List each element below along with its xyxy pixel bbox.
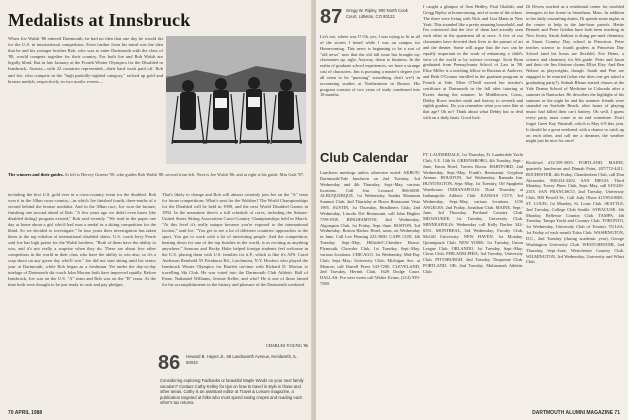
article-photo (166, 36, 306, 164)
club-calendar-heading: Club Calendar (320, 150, 409, 165)
class-notes-column-2: I caught a glimpse of Ann Hedley, Paul Gladish, and Gregg Ripley at homecoming, and of some of the others. The three were living with Nick and Lisa Mann in New York. This sounded like a pretty amazing household, and I'm convinced that the five of them had actually seen each other in the apartment all at once. A few of our classmates have devoted their lives to the pursuit of art and the theater. Some will argue that the two can be equally important in the work of enhancing a child's view of the world or by science coverage. Scott Ryan graduated from Pennsylvania School of Law in '88. Elise Miller is a teaching fellow in Russian at Andover, and Beth O'Connor enrolled in the graduate program in French at Yale. Ellen O'Neill moved her teacher's certificate at Dartmouth in the fall after tutoring at Exeter during the summer. In Middletown, Conn., Debby Rowe teaches math and history to seventh and eighth graders. Do you remember what you were like at that age? Oh no? Think about what Debby has to deal with on a daily basis. Good luck. (423, 4, 523, 121)
page-footer-left: 70 APRIL 1988 (8, 410, 43, 416)
club-calendar-column-1: Luncheon meetings unless otherwise noted: AKRON: Dartmouth/Yale luncheon on 2nd Tuesday, 3rd Wednesday and 4th Thursday, Sept.-May, various locations. Call Jim Leonard 866-6000. ALBUQUERQUE, 1st Wednesday, Sandia Mountain Summit Club; 2nd Thursday at Bravo Restaurant Vista 1995. AUSTIN, 1st Thursday, Headliners Club; 2nd Wednesday, Lincoln Del Restaurant, call John Hughes 7/99-3939. BINGHAMTON, 2nd Wednesday, Algonquin Club, 1st Friday, Sept.-June. BOSTON, 3rd Wednesday, Boston Harbor Hotel, noon, on Wednesday in June. Call Leo Fleming 223-3000. CAPE COD, 4th Tuesday, Sept.-May, Hillside/C.Cheshire House, Plymouth, Chowder Club, 1st Tuesday, Sept.-May, various locations. CHICAGO, 1st Wednesday, Mid-Day Club; Sept.-May; University Club; Michigan Ave. at Monroe; call Darrell Perez 543-7200. CLEVELAND, 2nd Tuesday, Hermit Club, 1629 Dodge Court. DALLAS: For next event call Walter Evans, (214) 939-7580. (320, 170, 420, 287)
article-lede: When Joe Walsh '86 entered Dartmouth, he had no idea that one day he would ski for the U.S. in international competition. Even further from his mind was the idea that he and his younger brother Rob, who was to enter Dartmouth with the class of '88, would compete together for their country. For both Joe and Rob Walsh are legally blind. But in late January at the Fourth Winter Olympics for the Disabled in Innsbruck, Austria—with 22 countries represented—their hard work paid off. Rob and Joe, who compete in the "high partially-sighted category," racked up gold and bronze medals, respectively, in two nordic events— (8, 36, 163, 84)
photo-caption (8, 172, 308, 178)
class-number-87: 87 (320, 6, 343, 28)
article-column-2 (162, 192, 308, 349)
caption-text: At left is Hervey Graeter '90, who guides Rob Walsh '88, second from left. Next is Joe Walsh '86, and at right is his guide, Mas Gale '87. (64, 172, 304, 177)
page-footer-right: DARTMOUTH ALUMNI MAGAZINE 71 (532, 410, 620, 416)
class-87-contact: Gregg W. Ripley, 900 North Cook Court, Littleton, CO 80122 (346, 8, 408, 19)
class-number-86: 86 (158, 352, 181, 374)
skiers-photo-image (166, 36, 306, 164)
article-byline: CHARLES YOUNG '86 (265, 343, 308, 348)
article-column-2-text: That's likely to change and Rob will almost certainly join Joe on the "A" team for future competitions. What's next for the Walshes? The World Championships for the Disabled will be held in 1990, and the next World Disabled Games in 1992. In the meantime there's a full schedule of races, including the Subaru-United States Skiing Association Cross-Country Championships held in March. "At this level it's really unique because you're exposed to the international faction," said Joe. "You get to see a lot of different countries' approaches to the sport. You get to work with a lot of interesting people. And the competition, beating down for one of the top finishes in the world, is as exciting as anything anywhere." Seasons and Becky Hoke helped foreign students feel welcome in the U.S. placing them with U.S. families for it.P., which is like it's AFS. Carol Anderson Reinhold 55 Fernhurst Rd., Larchmont, N.Y. Hoofers who played the Innsbruck Winter Olympics for Bartlett on-time with Richard D. Morton to travelling Ski Club. He was voted into the Dartmouth Club Athletic Hall of Fame. Nathaniel Williams, Jerome Keller, and who? He is one of those famed for his accomplishments in the history and pleasure of the Dartmouth weekend. (162, 192, 308, 287)
caption-bold: The winners and their guides. (8, 172, 64, 177)
left-page (0, 0, 312, 420)
right-page (316, 0, 628, 420)
class-notes-column-3: Di Dewes worked as a residential center for troubled teenagers in her home in Stoneham, Mass. In addition to her daily counseling duties, Di spends some nights at the center to help in the late-hour patrols. Hettie Bennett and Peter Golden have both been teaching in New Jersey. Sarah Jenkins is doing pre-med chemistry at Stuart Country Day school in Princeton. Peter teaches science to fourth graders at Princeton Day School (and his hours are flexible). Eve Heine, a science and chemistry for 6th grade. Peter and Jason and their ole Jim lifetime chums Elliot Eley. And Ben Nelson as playwrights, though. Sarah and Pete are engaged to be married (what else does one get asked a graduating party?). Sidnah Blease started classes at the Yale Drama School of Medicine in Colorado after a summer in Nantucket. He describes the highlight of his summer as the night he and his summer friends were stranded on Surfside Beach, after hours of playing music had killed their car's battery. Oh well, I guess every party must come to an end sometime. Don't forget Greet Kay Wasteall, which is May 6-8 this year. It should be a great weekend, with a chance to catch up on each other, and call me a dreamer, the weather might just be nice for once! (526, 4, 624, 144)
class-86-contact: Howard B. Hayes Jr., 68 Landsworth Avenue, Kenilworth, IL 60043 (186, 354, 297, 365)
class-notes-column-1: Let's see, where was I? Oh, yes, I was trying to fit in all of the stories I heard while I was on campus for Homecoming. This news is beginning to be a sort of "old news" now that the old fall issue has brought my classmates up, right. Anyway, down to business. In the realm of graduate school experiences, we have a strange cast of characters. Jim is pursuing a master's degree (we all seem to be "pursuing" something, don't we?) in accounting studies at Northeastern in Boston. His program consists of two years of study condensed into 18 months. (320, 34, 420, 98)
article-title: Medalists at Innsbruck (8, 10, 191, 30)
club-calendar-column-2: FT. LAUDERDALE, 1st Thursday, Fr. Lauderdale Yacht Club, 5 E. 12th St. GREENSBORO, 4th Tuesday, Sept.-June, Eaton Hotel, Tavern Room. HARTFORD, 2nd Wednesday, Sept.-May, Frank's Restaurant, Gryphon Avenue. HOUSTON, 3rd Wednesday, Ramada Inn. HUNTINGTON, Sept.-May, 1st Tuesday, Off Spaghetti Warehouse. INDIANAPOLIS: Third Thursday at Indianapolis Athletic Club. KANSAS CITY, 3rd Wednesday, Sept.-May, various locations. LOS ANGELES, 2nd Friday, Jonathan Club. MAINE, Sept.-June, 3rd Thursday, Portland Country Club. MILWAUKEE: 1st Tuesday, University Club. MINNEAPOLIS: Wednesday call Kelly Dacher 342-6551. MONTREAL, 3rd Wednesday, Faculty Club, McGill University. NEW HAVEN, 1st Monday, Quinnipiack Club. NEW YORK: 1st Tuesday, Union League Club. ORLANDO, 1st Tuesday, Sept.-May, Citrus Club. PHILADELPHIA, 3rd Tuesday, University Club. PITTSBURGH, 2nd Tuesday, Duquesne Club. PORTLAND, OR: 2nd Tuesday, Multnomah Athletic Club. (423, 152, 523, 274)
class-86-note: Considering exploring Fairbanks or beautiful Maple Winds on your next family vacation? Contact Cathy Kelley for tips on how to travel in style in those and other areas. Cathy is an assistant editor at Travel & Leisure magazine, a publication targeted at folks who must spend eating crepes and reading each other's tax returns. (160, 378, 304, 406)
club-calendar-column-3: Rockford 412/359-3055. PORTLAND, MAINE, quarterly luncheons and Dinnah Point, 207/772-4411. ROCHESTER, 4th Friday, Chamberlain Club, call Don Alexander, 908/232-2202. SAN DIEGO: Third Monday, Torrey Pines Club, Sept.-May, call 619/226-2355. SAN FRANCISCO, 2nd Tuesday, University Club, 800 Powell St., Call Jody Olson 415/954-8881. ST. LOUIS, 1st Monday, St. Louis Club. SEATTLE, 2nd Tuesday, College Club Seattle. SYRACUSE: 4th Monday, Bellevue Country Club. TAMPA, 4th Tuesday, Tampa Yacht and Country Club. TORONTO, 1st Wednesday, University Club of Toronto. TULSA: 1st Friday of each month Tulsa Club. WASHINGTON, D.C., 2nd Tuesday (during academic year), George Washington University Club. WESTCHESTER, 2nd Thursday, Sept.-June, Westchester Country Club. WILMINGTON, 3rd Wednesday, University and Whist Club. (526, 160, 624, 265)
article-column-1: including the first U.S. gold ever in a cross-country event for the disabled. Rob won it in the 10km cross-country—in which Joe finished fourth, three-tenths of a second behind the bronze medalist. And in the 30km race, Joe won the bronze, finishing one second ahead of Rob. "A few years ago we didn't even know [the disabled skiing] program existed," Rob said recently. "We read in the paper one day at home about a girl who'd had won a medal in a skiing competition for the blind. So we decided to investigate." In four years their investigation has taken them to the top echelon of international disabled skiers. U.S. coach Jerry Ferrie said Joe has high praise for the Walsh brothers. "Both of them have the ability to win, and it's not really a surprise when they do. These are about five other competitors in the world in their class who have the ability to win also, so it's a crap shoot on any given day who'll win." Joe did not start skiing until his senior year at Dartmouth, while Rob began as a freshman. Yet under the day-to-day tutelage of Dartmouth ski coach John Morton both have improved rapidly. Before Innsbruck, Joe was on the U.S. "A" team and Rob was on the "B" team. At the time both were thought to be just ready to cash and pay pledges. (8, 192, 156, 287)
